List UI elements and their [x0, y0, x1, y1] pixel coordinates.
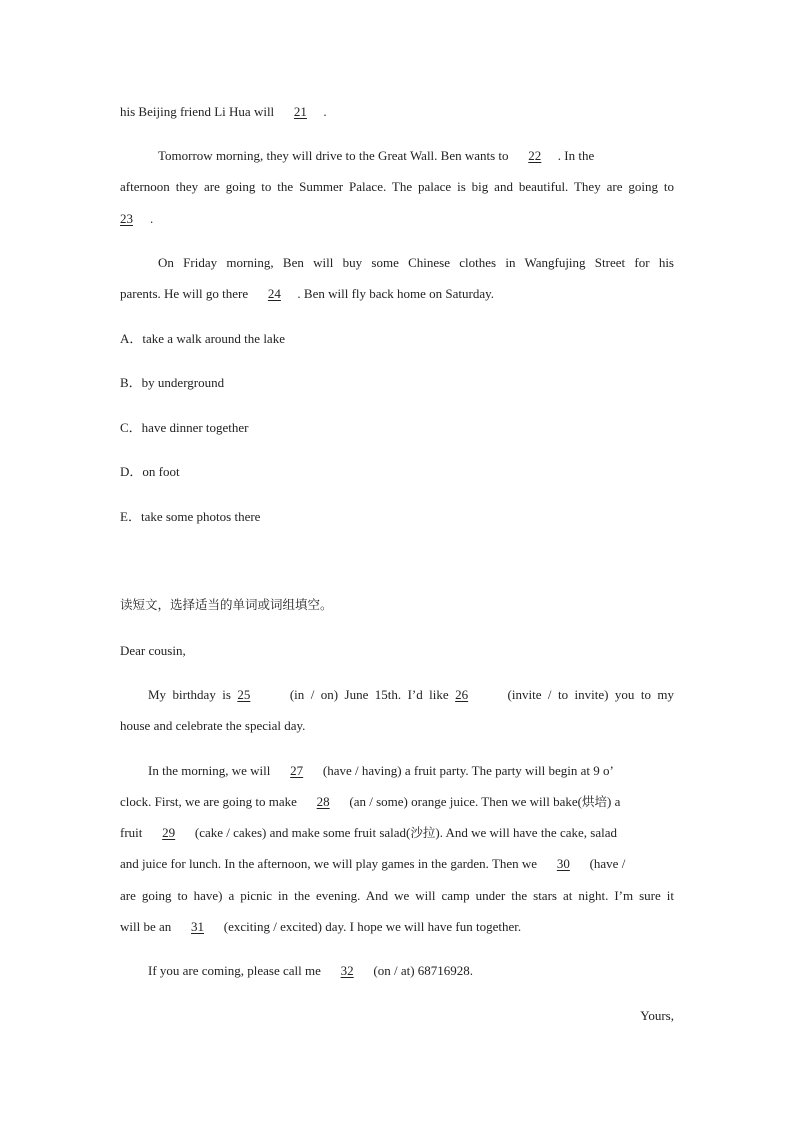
passage1-para3-line1: On Friday morning, Ben will buy some Chinese clothes in Wangfujing Street for his — [158, 255, 674, 270]
blank-31: 31 — [191, 919, 205, 934]
text-segment: . In the — [557, 148, 595, 163]
text-segment: (an / some) orange juice. Then we will bake( — [346, 794, 582, 809]
option-e — [120, 509, 260, 525]
text-segment: (in / on) June 15th. I’d like — [283, 687, 456, 702]
text-segment: (have / having) a fruit party. The party will begin at 9 o’ — [319, 763, 614, 778]
text-segment: (cake / cakes) and make some fruit salad( — [191, 825, 411, 840]
passage1-para2-line1 — [158, 148, 594, 164]
text-segment: . — [150, 211, 154, 226]
letter-para3-line1 — [148, 963, 473, 979]
option-letter: C． — [120, 420, 142, 435]
letter-para2-line4 — [120, 856, 625, 872]
option-text: have dinner together — [141, 420, 249, 435]
passage1-line1 — [120, 104, 327, 120]
letter-para2-line2 — [120, 794, 620, 810]
chinese-gloss: 沙拉 — [410, 825, 436, 840]
passage1-para3-line2 — [120, 286, 494, 302]
letter-closing: Yours, — [640, 1008, 674, 1023]
text-segment: Tomorrow morning, they will drive to the Great Wall. Ben wants to — [158, 148, 512, 163]
option-text: take some photos there — [140, 509, 261, 524]
blank-25: 25 — [237, 687, 251, 702]
chinese-gloss: 烘培 — [582, 794, 608, 809]
text-segment: ) a — [607, 794, 621, 809]
text-segment: . — [323, 104, 327, 119]
text-segment: (exciting / excited) day. I hope we will have fun together. — [220, 919, 522, 934]
text-segment: (have / — [586, 856, 626, 871]
blank-30: 30 — [556, 856, 570, 871]
letter-para2-line6 — [120, 919, 521, 935]
option-c — [120, 420, 249, 436]
option-a — [120, 331, 285, 347]
letter-para2-line5: are going to have) a picnic in the evening. And we will camp under the stars at night. I’m sure it — [120, 888, 674, 903]
option-d — [120, 464, 180, 480]
letter-para1-line2: house and celebrate the special day. — [120, 718, 306, 733]
section2-instruction: 读短文，选择适当的单词或词组填空。 — [120, 597, 333, 612]
passage1-para2-line2: afternoon they are going to the Summer Palace. The palace is big and beautiful. They are going to — [120, 179, 674, 194]
text-segment: fruit — [120, 825, 146, 840]
passage1-para2-line3 — [120, 211, 153, 227]
text-segment: (on / at) 68716928. — [370, 963, 474, 978]
blank-24: 24 — [267, 286, 281, 301]
option-text: on foot — [142, 464, 180, 479]
option-text: take a walk around the lake — [142, 331, 285, 346]
blank-22: 22 — [528, 148, 542, 163]
text-segment: and juice for lunch. In the afternoon, we will play games in the garden. Then we — [120, 856, 541, 871]
letter-greeting: Dear cousin, — [120, 643, 186, 658]
text-segment: If you are coming, please call me — [148, 963, 325, 978]
text-segment: clock. First, we are going to make — [120, 794, 301, 809]
text-segment: . Ben will fly back home on Saturday. — [297, 286, 495, 301]
text-segment: his Beijing friend Li Hua will — [120, 104, 278, 119]
option-b — [120, 375, 224, 391]
option-text: by underground — [141, 375, 225, 390]
letter-para1-line1 — [148, 687, 674, 703]
option-letter: D． — [120, 464, 143, 479]
option-letter: E． — [120, 509, 141, 524]
text-segment: parents. He will go there — [120, 286, 252, 301]
text-segment: (invite / to invite) you to my — [501, 687, 674, 702]
letter-para2-line1 — [148, 763, 614, 779]
blank-21: 21 — [293, 104, 307, 119]
text-segment: ). And we will have the cake, salad — [435, 825, 617, 840]
blank-23: 23 — [120, 211, 133, 226]
text-segment: will be an — [120, 919, 175, 934]
text-segment: In the morning, we will — [148, 763, 274, 778]
text-segment: My birthday is — [148, 687, 238, 702]
blank-26: 26 — [455, 687, 469, 702]
blank-27: 27 — [290, 763, 304, 778]
blank-28: 28 — [316, 794, 330, 809]
option-letter: B． — [120, 375, 142, 390]
letter-para2-line3 — [120, 825, 617, 841]
blank-32: 32 — [340, 963, 354, 978]
option-letter: A． — [120, 331, 143, 346]
blank-29: 29 — [162, 825, 176, 840]
